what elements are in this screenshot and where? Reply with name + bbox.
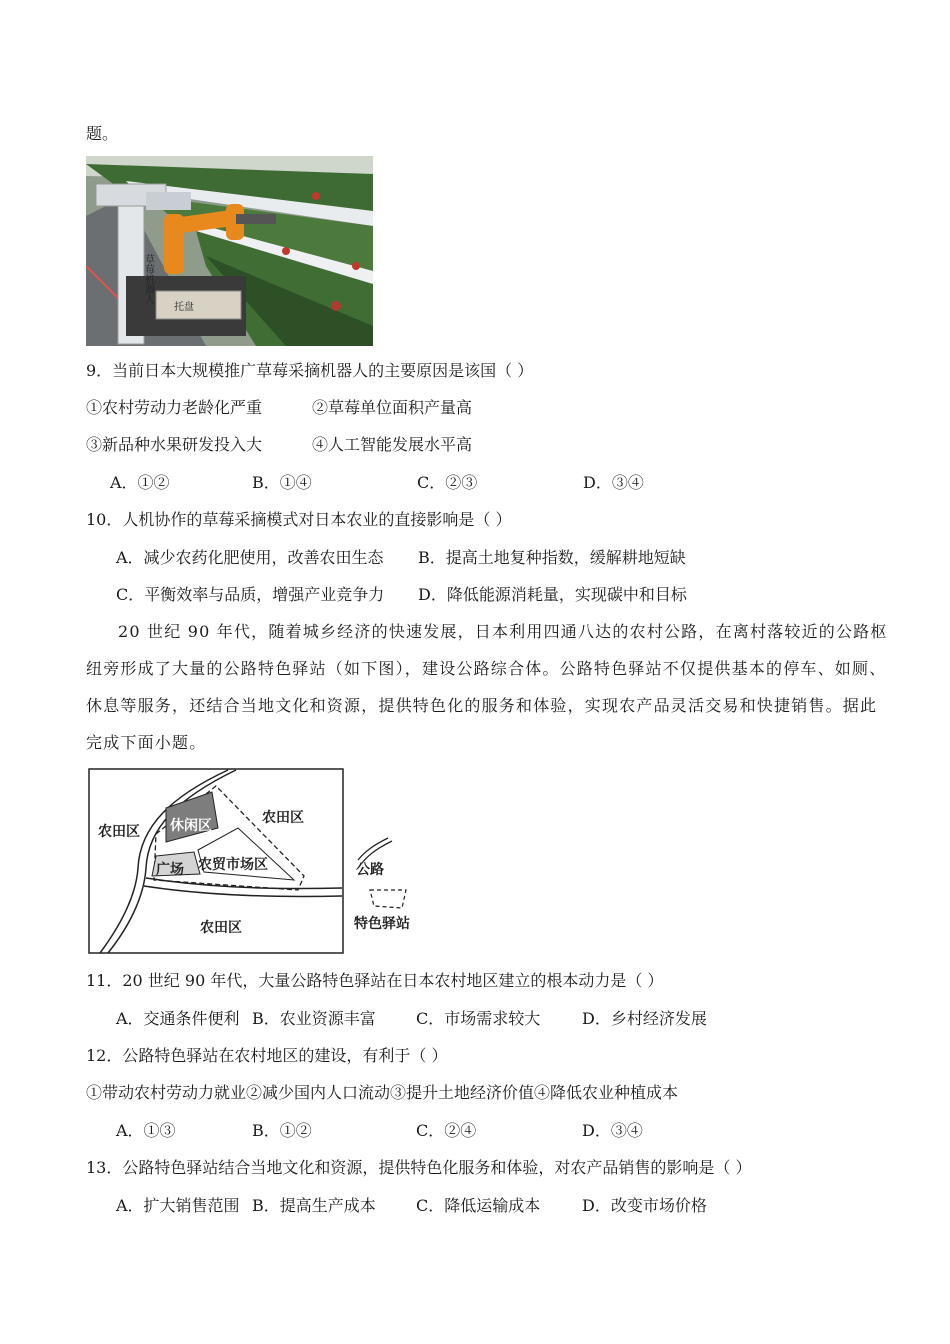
q11-option-d: D．乡村经济发展 [582, 1009, 707, 1028]
q9-option-d: D．③④ [583, 473, 644, 492]
q13-option-c: C．降低运输成本 [416, 1196, 541, 1215]
q13-option-a: A．扩大销售范围 [116, 1196, 240, 1215]
q9-item-2: ②草莓单位面积产量高 [312, 398, 473, 417]
map-label-farm-bottom: 农田区 [200, 920, 242, 936]
q10-option-b: B．提高土地复种指数，缓解耕地短缺 [418, 548, 686, 567]
map-label-market: 农贸市场区 [198, 857, 268, 873]
passage-line-3: 休息等服务，还结合当地文化和资源，提供特色化的服务和体验，实现农产品灵活交易和快捷销售。据此 [86, 696, 878, 715]
question-11-stem: 11．20 世纪 90 年代，大量公路特色驿站在日本农村地区建立的根本动力是（ ） [86, 971, 664, 990]
q9-option-a: A．①② [110, 473, 170, 492]
question-9-stem: 9．当前日本大规模推广草莓采摘机器人的主要原因是该国（ ） [86, 361, 534, 380]
q12-option-a: A．①③ [116, 1121, 176, 1140]
q13-option-d: D．改变市场价格 [582, 1196, 707, 1215]
q9-item-4: ④人工智能发展水平高 [312, 435, 473, 454]
passage-line-1: 20 世纪 90 年代，随着城乡经济的快速发展，日本利用四通八达的农村公路，在离村落较近的公路枢 [118, 622, 888, 641]
question-10-stem: 10．人机协作的草莓采摘模式对日本农业的直接影响是（ ） [86, 510, 512, 529]
legend-road-label: 公路 [356, 862, 384, 878]
q9-option-c: C．②③ [417, 473, 478, 492]
passage-line-4: 完成下面小题。 [86, 733, 207, 752]
legend-station-label: 特色驿站 [354, 916, 410, 932]
q12-option-c: C．②④ [416, 1121, 477, 1140]
q13-option-b: B．提高生产成本 [252, 1196, 376, 1215]
q10-option-a: A．减少农药化肥使用，改善农田生态 [116, 548, 384, 567]
road-station-map [88, 768, 428, 954]
q11-option-a: A．交通条件便利 [116, 1009, 240, 1028]
tray-label: 托盘 [174, 302, 194, 313]
q11-option-b: B．农业资源丰富 [252, 1009, 376, 1028]
text-fragment: 题。 [86, 124, 119, 143]
q9-item-1: ①农村劳动力老龄化严重 [86, 398, 263, 417]
q10-option-c: C．平衡效率与品质，增强产业竞争力 [116, 585, 385, 604]
passage-line-2: 纽旁形成了大量的公路特色驿站（如下图），建设公路综合体。公路特色驿站不仅提供基本的停车、如厕、 [86, 659, 887, 678]
map-label-farm-left: 农田区 [98, 824, 140, 840]
q12-option-b: B．①② [252, 1121, 312, 1140]
q9-option-b: B．①④ [252, 473, 312, 492]
question-13-stem: 13．公路特色驿站结合当地文化和资源，提供特色化服务和体验，对农产品销售的影响是（ ） [86, 1158, 752, 1177]
q12-items: ①带动农村劳动力就业②减少国内人口流动③提升土地经济价值④降低农业种植成本 [86, 1083, 679, 1102]
map-label-leisure: 休闲区 [170, 818, 212, 834]
q11-option-c: C．市场需求较大 [416, 1009, 541, 1028]
q12-option-d: D．③④ [582, 1121, 643, 1140]
question-12-stem: 12．公路特色驿站在农村地区的建设，有利于（ ） [86, 1046, 448, 1065]
map-label-square: 广场 [156, 862, 184, 878]
map-label-farm-right: 农田区 [262, 810, 304, 826]
q9-item-3: ③新品种水果研发投入大 [86, 435, 263, 454]
strawberry-robot-photo [86, 156, 373, 346]
q10-option-d: D．降低能源消耗量，实现碳中和目标 [418, 585, 687, 604]
robot-label: 草莓机器人 [142, 254, 154, 304]
